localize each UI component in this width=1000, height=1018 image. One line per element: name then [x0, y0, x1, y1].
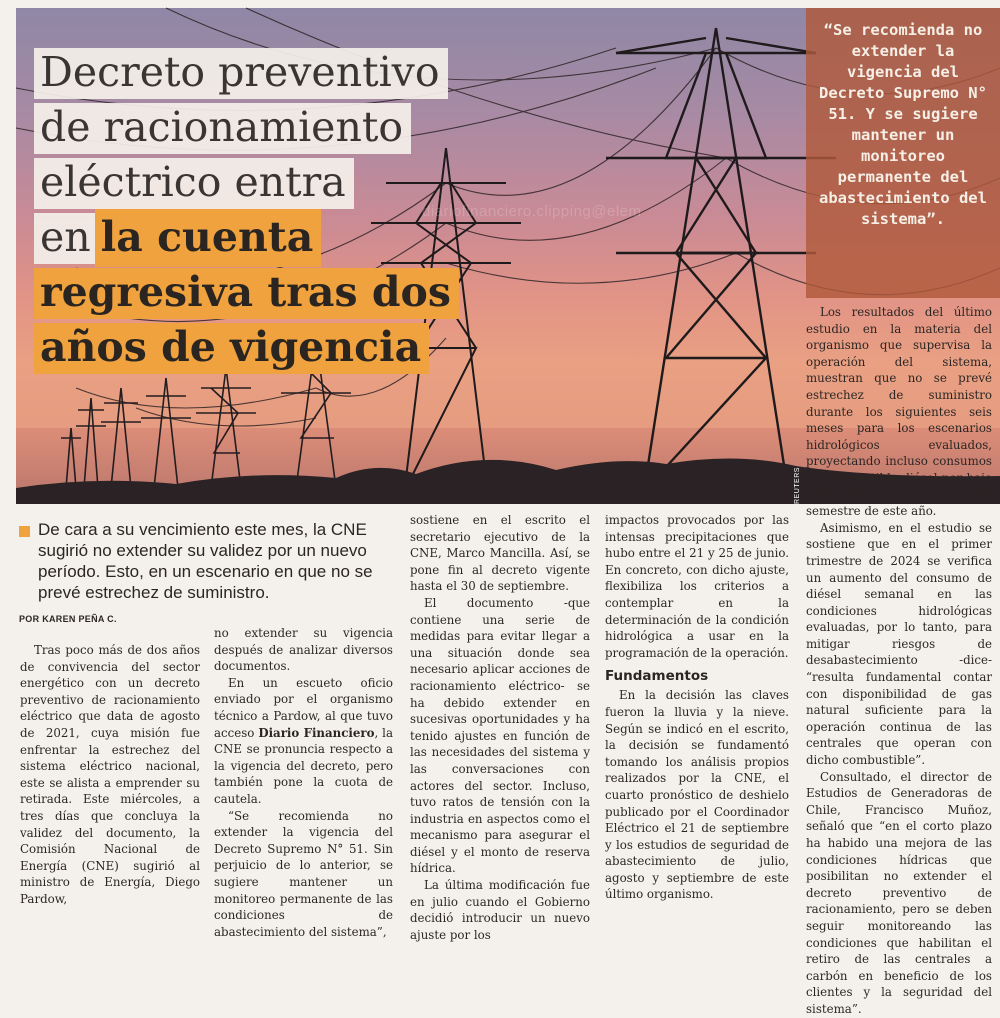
column-4	[605, 512, 789, 903]
paragraph: sostiene en el escrito el secretario ejecutivo de la CNE, Marco Mancilla. Así, se pone fin al decreto vigente hasta el 30 de septiembre.	[410, 513, 590, 594]
headline-line-6: años de vigencia	[34, 323, 429, 374]
section-heading: Fundamentos	[605, 668, 709, 685]
paragraph: impactos provocados por las intensas precipitaciones que hubo entre el 21 y 25 de junio. En concreto, con dicho ajuste, flexibiliza los criterios a contemplar en la determinación de la condición hidrológica a usar en la programación de la operación.	[605, 513, 789, 660]
headline-line-4-light: en	[40, 213, 91, 261]
clipping-watermark: diariofinanciero.clipping@elem	[422, 203, 642, 220]
paragraph: La última modificación fue en julio cuando el Gobierno decidió introducir un nuevo ajuste por los	[410, 878, 590, 942]
pull-quote: “Se recomienda no extender la vigencia del Decreto Supremo N° 51. Y se sugiere mantener un monitoreo permanente del abastecimiento del sistema”.	[806, 8, 1000, 298]
column-2	[214, 625, 393, 940]
lead-paragraph: De cara a su vencimiento este mes, la CNE sugirió no extender su validez por un nuevo período. Esto, en un escenario en que no se prevé estrechez de suministro.	[38, 520, 373, 602]
column-3	[410, 512, 590, 943]
column-5	[806, 304, 992, 1018]
newspaper-name: Diario Financiero	[258, 725, 375, 740]
paragraph: El documento -que contiene una serie de medidas para evitar llegar a una situación donde sea necesario aplicar acciones de racionamiento eléctrico- se ha debido extender en sucesivas oportunidades y ha tenido ajustes en función de las necesidades del sistema y las conversaciones con actores del sector. Incluso, tuvo ratos de tensión con la industria en aspectos como el mecanismo para asegurar el diésel y el monto de reserva hídrica.	[410, 595, 590, 876]
headline-line-2: de racionamiento	[34, 103, 411, 154]
paragraph: no extender su vigencia después de analizar diversos documentos.	[214, 626, 393, 674]
headline-line-1: Decreto preventivo	[34, 48, 448, 99]
lead-square-icon	[19, 526, 30, 537]
headline-line-4-bold: la cuenta	[95, 209, 322, 267]
paragraph	[214, 675, 393, 808]
paragraph-part: En un escueto oficio enviado por el organismo técnico a Pardow, al que tuvo acceso	[214, 675, 393, 740]
paragraph: Consultado, el director de Estudios de Generadoras de Chile, Francisco Muñoz, señaló que “en el corto plazo ha habido una mejora de las condiciones hídricas que posibilitan no extender el decreto preventivo de racionamiento, pero se deben seguir monitoreando las condiciones que habilitan el retiro de las centrales a carbón en beneficio de los clientes y la seguridad del sistema”.	[806, 769, 992, 1016]
paragraph: Asimismo, en el estudio se sostiene que en el primer trimestre de 2024 se verifica un aumento del consumo de diésel semanal en las condiciones hidrológicas evaluadas, por lo tanto, para mitigar riesgos de desabastecimiento -dice- “resulta fundamental contar con disponibilidad de gas natural suficiente para la operación continua de las centrales que operan con dicho combustible”.	[806, 520, 992, 768]
headline-line-5: regresiva tras dos	[34, 268, 459, 319]
headline-line-4	[34, 213, 321, 264]
headline-line-3: eléctrico entra	[34, 158, 354, 209]
paragraph-part: , la CNE se pronuncia respecto a la vigencia del decreto, pero también pone la cuota de cautela.	[214, 725, 393, 806]
paragraph: Tras poco más de dos años de convivencia del sector energético con un decreto preventivo de racionamiento eléctrico que data de agosto de 2021, cuya misión fue enfrentar la estrechez del sistema eléctrico nacional, este se alista a emprender su retirada. Este miércoles, a tres días que concluya la validez del documento, la Comisión Nacional de Energía (CNE) sugirió al ministro de Energía, Diego Pardow,	[20, 643, 200, 906]
photo-credit: REUTERS	[794, 467, 801, 504]
paragraph: “Se recomienda no extender la vigencia del Decreto Supremo N° 51. Sin perjuicio de lo anterior, se sugiere mantener un monitoreo permanente de las condiciones de abastecimiento del sistema”,	[214, 808, 393, 939]
paragraph: En la decisión las claves fueron la lluvia y la nieve. Según se indicó en el escrito, la decisión se fundamentó tomando los análisis propios realizados por la CNE, el cuarto pronóstico de deshielo publicado por el Coordinador Eléctrico el 21 de septiembre y los estudios de seguridad de abastecimiento de julio, agosto y septiembre de este último organismo.	[605, 688, 789, 902]
paragraph: Los resultados del último estudio en la materia del organismo que supervisa la operación del sistema, muestran que no se prevé estrechez de suministro durante los siguientes seis meses para los escenarios hidrológicos evaluados, proyectando incluso consumos de combustible diésel por bajo 1.000 m3/día para el segundo semestre de este año.	[806, 305, 992, 519]
column-1	[20, 642, 200, 908]
byline: POR KAREN PEÑA C.	[19, 614, 117, 624]
